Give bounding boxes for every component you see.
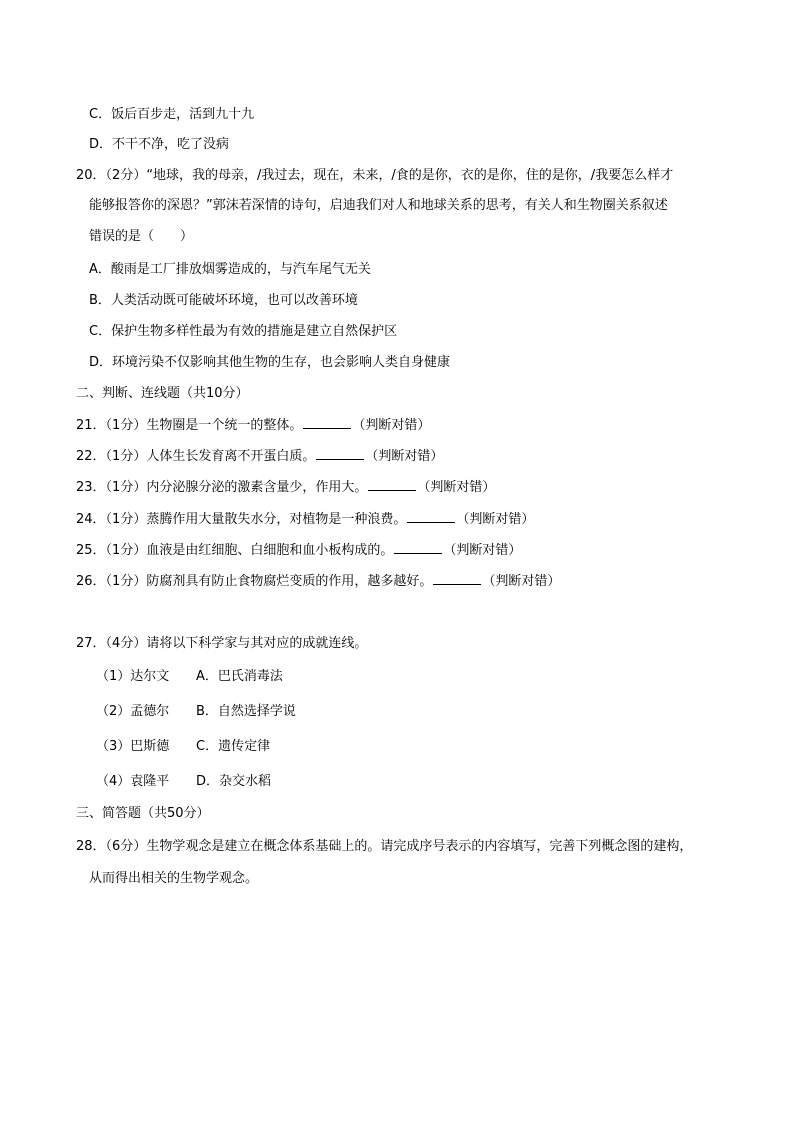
section2-heading: 二、判断、连线题（共10分）: [76, 386, 249, 401]
judge-item-22: [76, 447, 443, 466]
match-achievement: B．自然选择学说: [196, 704, 296, 719]
match-row-4: [96, 773, 271, 791]
section3-heading: 三、简答题（共50分）: [76, 806, 210, 821]
judge-suffix: （判断对错）: [352, 418, 431, 433]
match-row-1: [96, 668, 283, 686]
match-achievement: D．杂交水稻: [196, 774, 272, 789]
judge-item-text: 21．（1分）生物圈是一个统一的整体。: [76, 418, 303, 433]
q19-option-d: D．不干不净，吃了没病: [89, 137, 230, 152]
answer-blank[interactable]: [316, 447, 364, 460]
answer-blank[interactable]: [433, 572, 481, 585]
q20-option-a: A．酸雨是工厂排放烟雾造成的，与汽车尾气无关: [89, 262, 371, 277]
judge-item-text: 22．（1分）人体生长发育离不开蛋白质。: [76, 449, 316, 464]
judge-item-23: [76, 478, 495, 497]
match-scientist: （2）孟德尔: [96, 704, 170, 719]
judge-suffix: （判断对错）: [456, 512, 535, 527]
judge-item-21: [76, 416, 430, 435]
judge-item-25: [76, 541, 521, 560]
q20-stem-line1: 20．（2分）“地球，我的母亲，/我过去，现在，未来，/食的是你，衣的是你，住的是你，/我要怎么样才: [76, 168, 674, 183]
match-row-2: [96, 703, 296, 721]
match-achievement: C．遗传定律: [196, 739, 271, 754]
judge-suffix: （判断对错）: [417, 480, 496, 495]
answer-blank[interactable]: [368, 478, 416, 491]
answer-blank[interactable]: [303, 416, 351, 429]
match-row-3: [96, 738, 270, 756]
judge-item-text: 25．（1分）血液是由红细胞、白细胞和血小板构成的。: [76, 543, 394, 558]
judge-item-text: 24．（1分）蒸腾作用大量散失水分，对植物是一种浪费。: [76, 512, 407, 527]
judge-suffix: （判断对错）: [482, 574, 561, 589]
answer-blank[interactable]: [394, 541, 442, 554]
match-scientist: （1）达尔文: [96, 669, 170, 684]
q20-stem-line2: 能够报答你的深恩？”郭沫若深情的诗句，启迪我们对人和地球关系的思考，有关人和生物圈关系叙述: [89, 198, 668, 213]
q20-option-c: C．保护生物多样性最为有效的措施是建立自然保护区: [89, 324, 398, 339]
q20-option-b: B．人类活动既可能破坏环境，也可以改善环境: [89, 293, 358, 308]
match-scientist: （4）袁隆平: [96, 774, 170, 789]
q27-stem: 27．（4分）请将以下科学家与其对应的成就连线。: [76, 636, 368, 651]
q20-stem-line3: 错误的是（ ）: [89, 229, 194, 244]
match-scientist: （3）巴斯德: [96, 739, 170, 754]
q28-stem-line2: 从而得出相关的生物学观念。: [89, 871, 259, 886]
judge-item-text: 23．（1分）内分泌腺分泌的激素含量少，作用大。: [76, 480, 368, 495]
judge-item-text: 26．（1分）防腐剂具有防止食物腐烂变质的作用，越多越好。: [76, 574, 433, 589]
judge-suffix: （判断对错）: [365, 449, 444, 464]
judge-item-24: [76, 510, 534, 529]
q19-option-c: C．饭后百步走，活到九十九: [89, 107, 255, 122]
judge-item-26: [76, 572, 560, 591]
answer-blank[interactable]: [407, 510, 455, 523]
judge-suffix: （判断对错）: [443, 543, 522, 558]
q20-option-d: D．环境污染不仅影响其他生物的生存，也会影响人类自身健康: [89, 355, 451, 370]
match-achievement: A．巴氏消毒法: [196, 669, 283, 684]
q28-stem-line1: 28．（6分）生物学观念是建立在概念体系基础上的。请完成序号表示的内容填写，完善下列概念图的建构，: [76, 839, 693, 854]
